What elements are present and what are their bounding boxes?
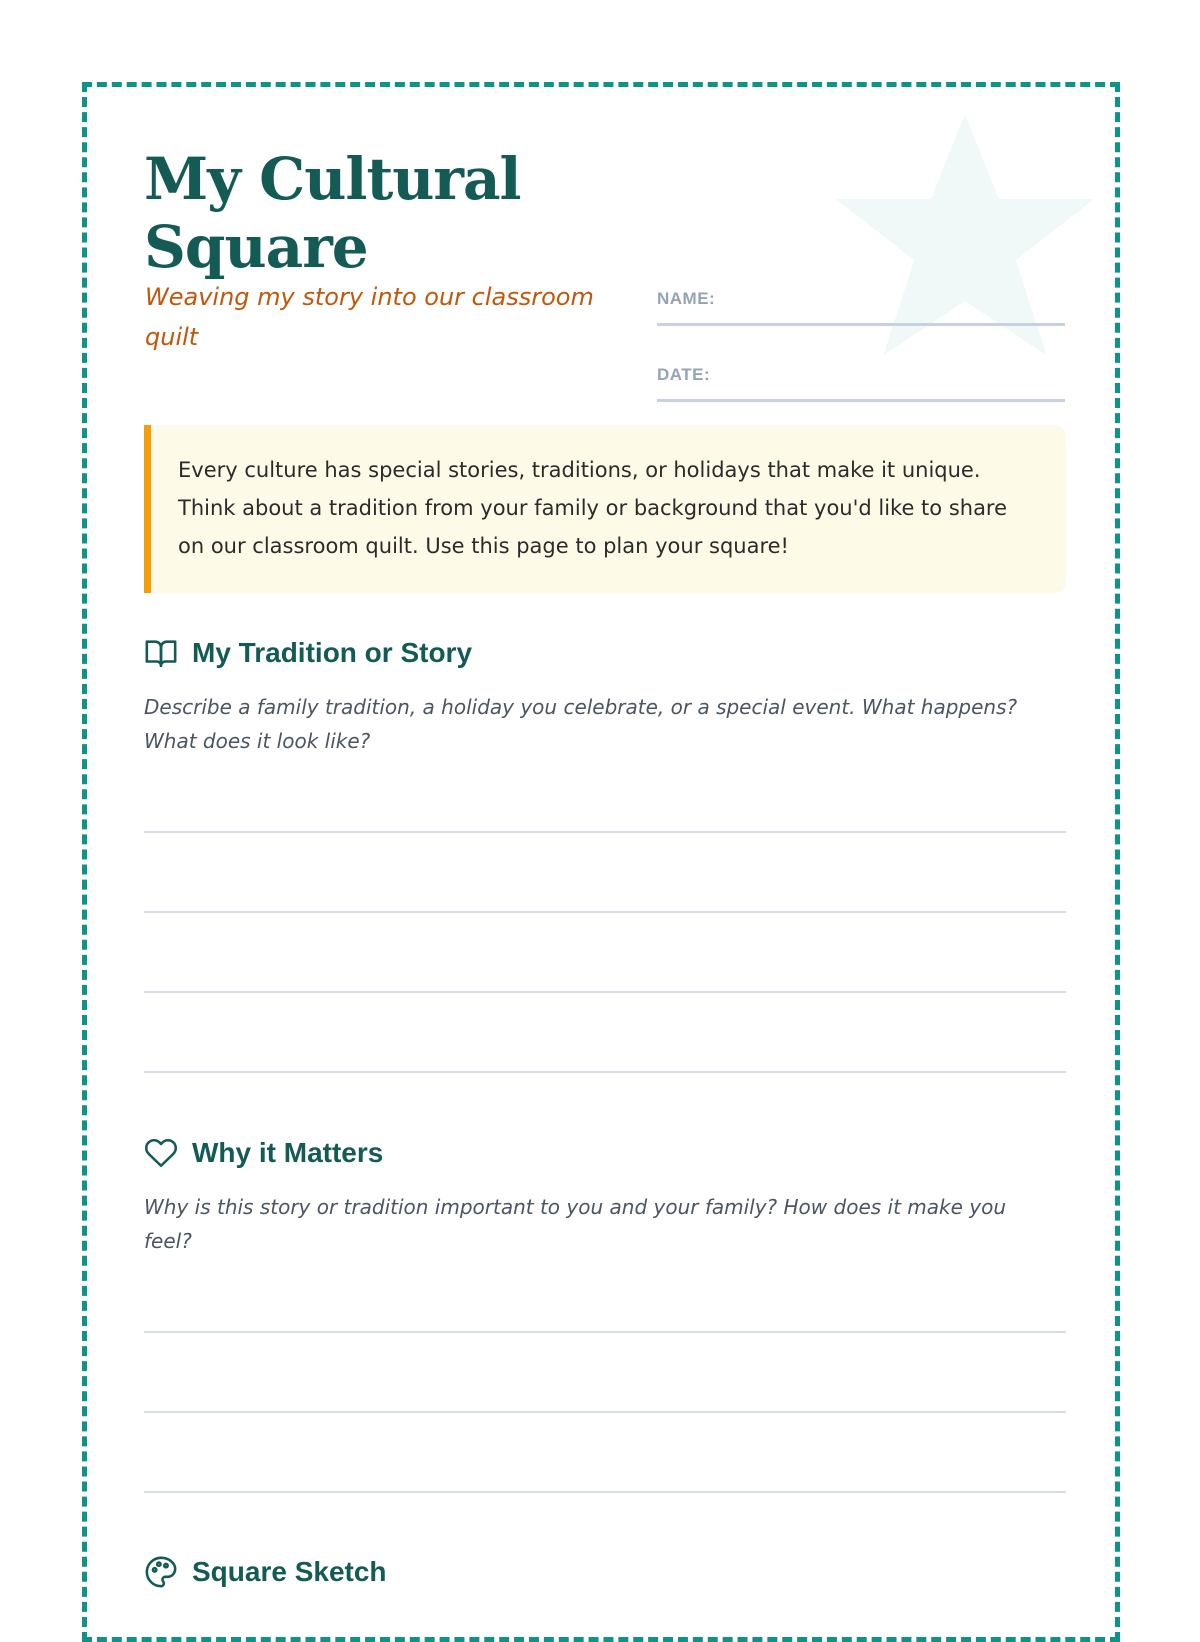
writing-line[interactable] [144,1491,1066,1493]
section-matters-title: Why it Matters [192,1137,384,1168]
section-sketch-title: Square Sketch [192,1556,387,1587]
page-title: My Cultural Square [144,145,521,281]
writing-line[interactable] [144,911,1066,913]
writing-line[interactable] [144,1331,1066,1333]
section-matters-header [144,1133,383,1173]
palette-icon [144,1555,178,1589]
name-label: NAME: [657,289,716,308]
name-field[interactable] [657,283,1065,326]
writing-line[interactable] [144,1071,1066,1073]
heart-icon [144,1136,178,1170]
book-open-icon [144,636,178,670]
page-subtitle: Weaving my story into our classroom quilt [145,283,594,351]
intro-text: Every culture has special stories, traditions, or holidays that make it unique. Think about a tradition from your family or background that you'd like to share on our classroom quilt. Use this page to plan your square! [178,458,1008,558]
date-label: DATE: [657,365,711,384]
intro-callout [144,425,1066,593]
section-sketch-header [144,1552,387,1592]
writing-line[interactable] [144,1411,1066,1413]
section-tradition-title: My Tradition or Story [192,637,473,668]
section-matters-prompt: Why is this story or tradition important to you and your family? How does it make you feel? [144,1195,1007,1253]
section-tradition-prompt: Describe a family tradition, a holiday you celebrate, or a special event. What happens? What does it look like? [144,695,1018,753]
worksheet-page [82,82,1120,1642]
writing-line[interactable] [144,991,1066,993]
date-field[interactable] [657,359,1065,402]
writing-line[interactable] [144,831,1066,833]
section-tradition-header [144,633,472,673]
